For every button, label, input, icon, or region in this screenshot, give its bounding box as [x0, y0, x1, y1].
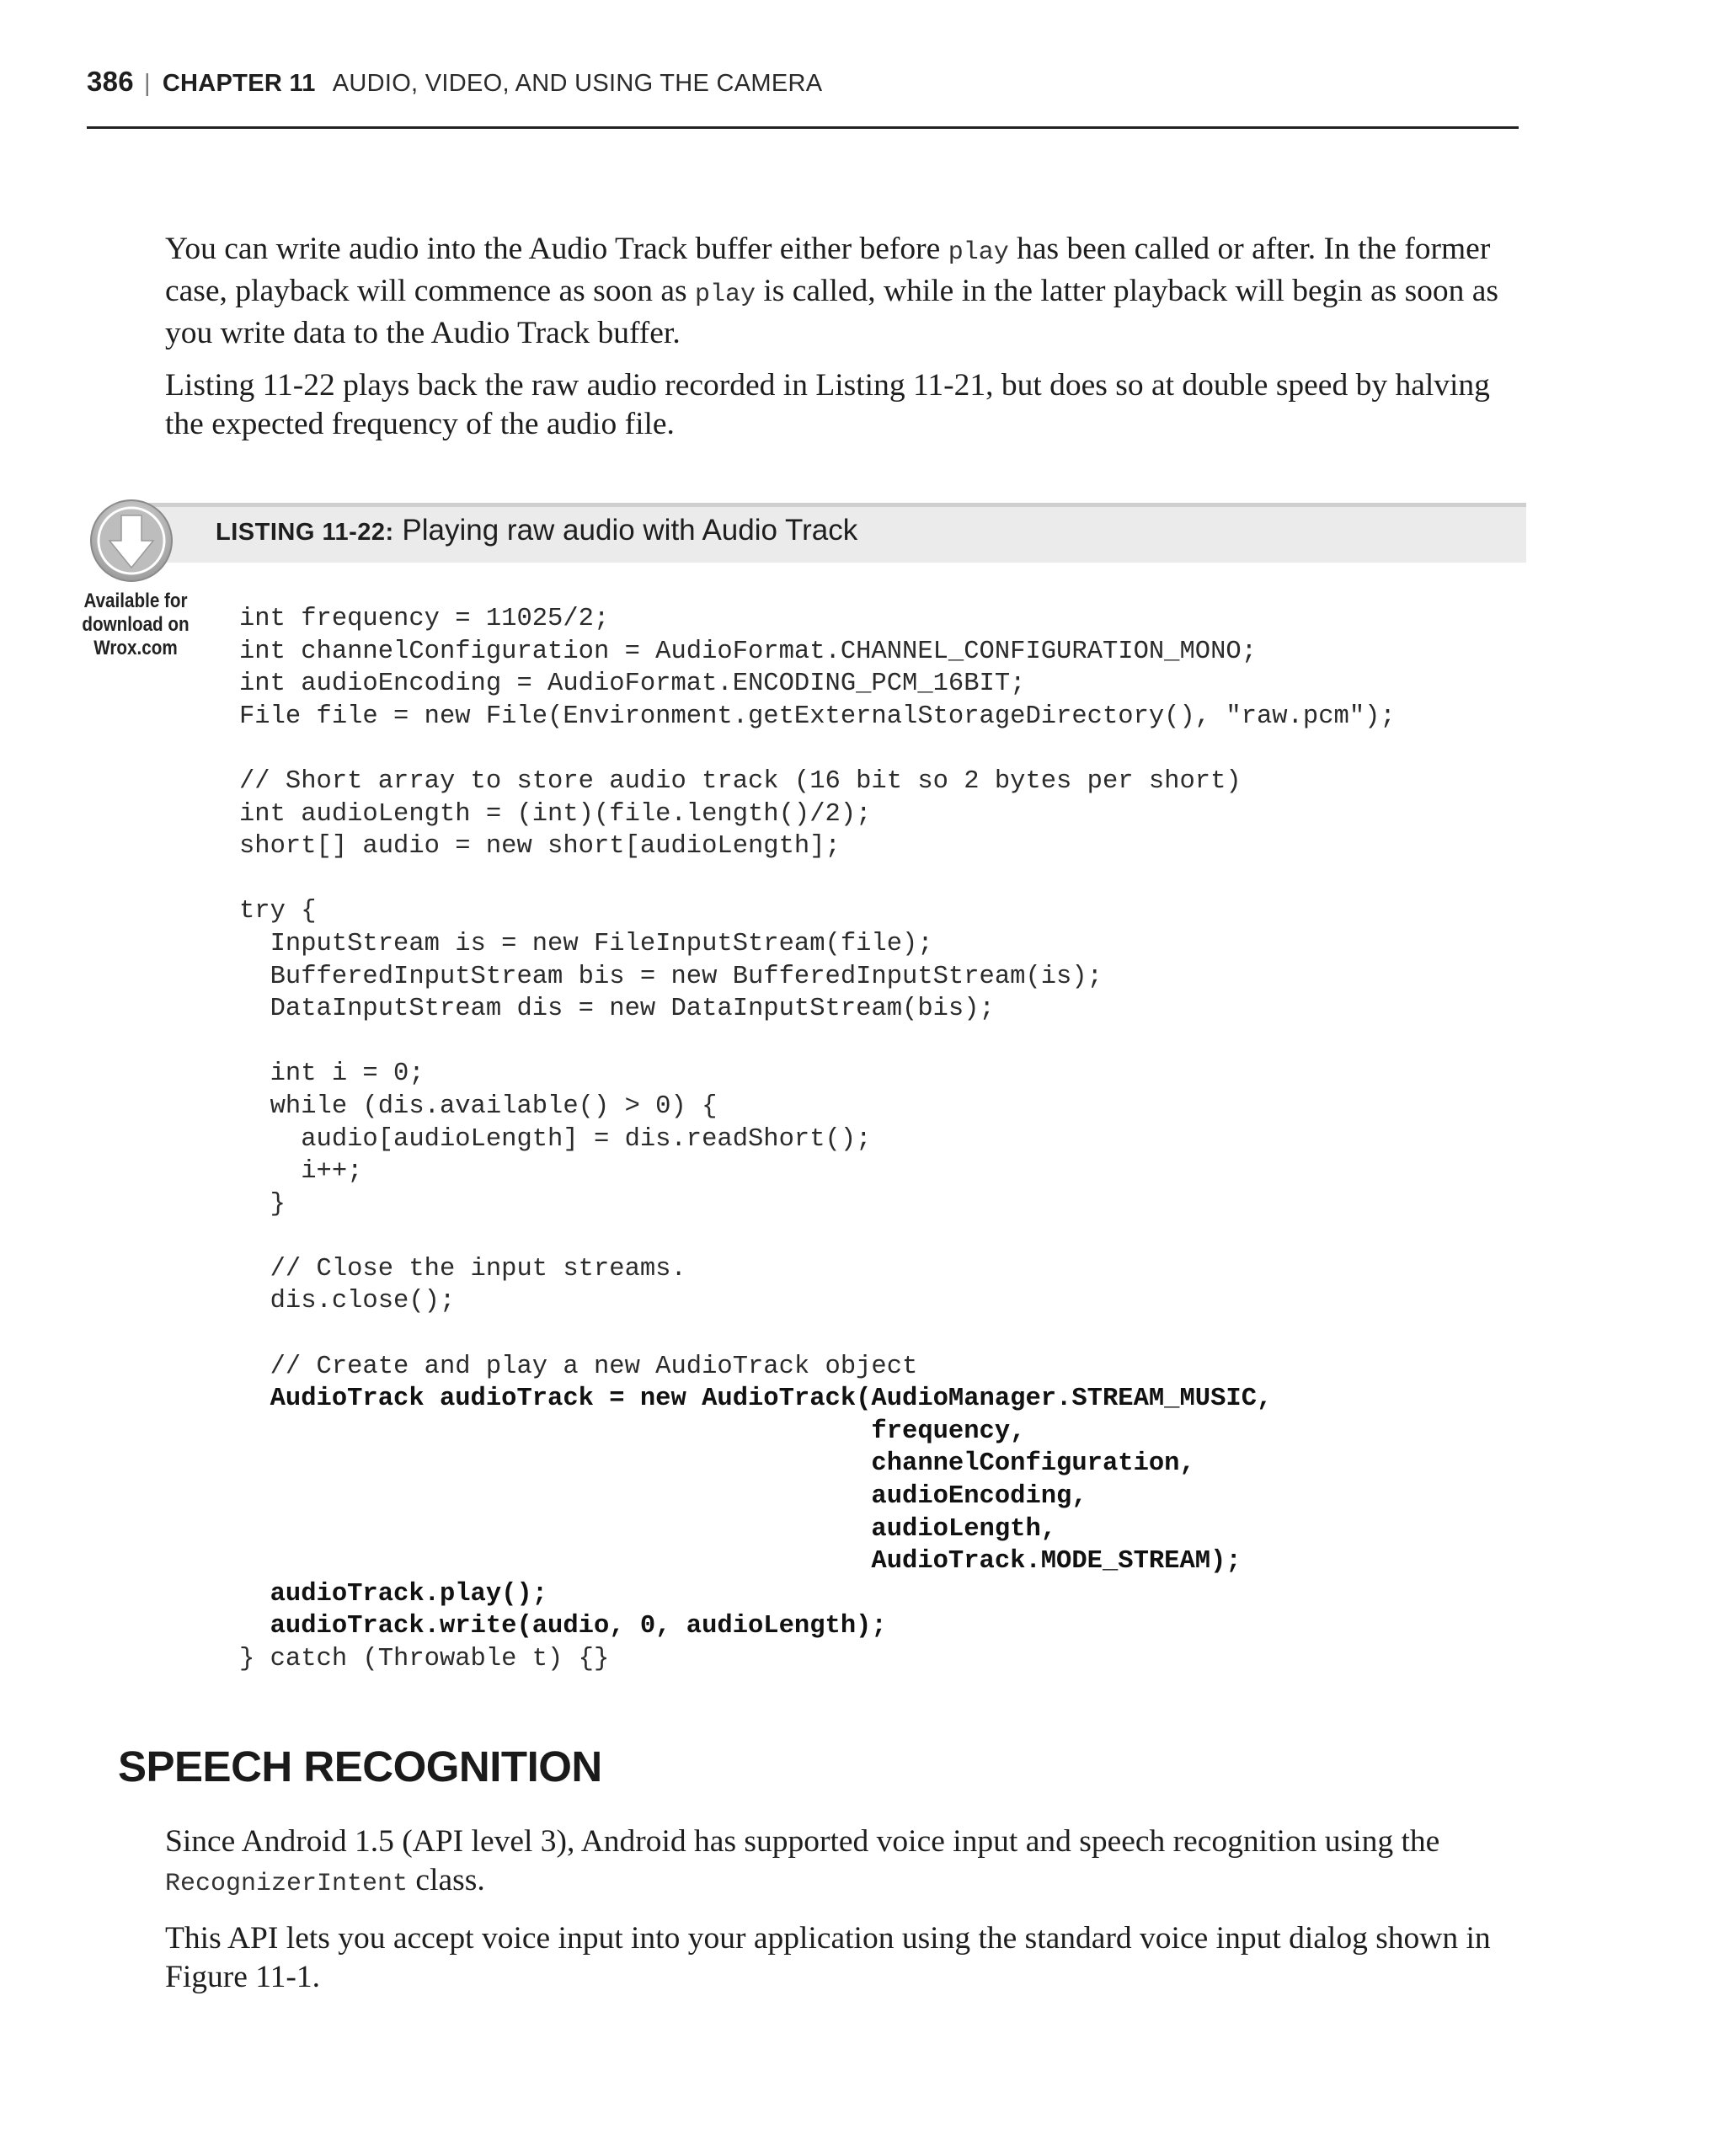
code-line: [239, 1026, 1396, 1059]
code-line: channelConfiguration,: [239, 1449, 1195, 1479]
section-heading: SPEECH RECOGNITION: [118, 1742, 602, 1790]
header-separator: |: [143, 70, 151, 97]
code-line: int frequency = 11025/2;: [239, 605, 610, 633]
code-line: int audioEncoding = AudioFormat.ENCODING_PCM_16BIT;: [239, 670, 1026, 699]
inline-code: play: [948, 238, 1009, 267]
intro-paragraph-2: Listing 11-22 plays back the raw audio recorded in Listing 11-21, but does so at double speed by halving the expected frequency of the audio file.: [165, 368, 1490, 441]
code-line: AudioTrack audioTrack = new AudioTrack(AudioManager.STREAM_MUSIC,: [239, 1385, 1273, 1414]
code-line: audioTrack.write(audio, 0, audioLength);: [239, 1612, 887, 1641]
text-run: is called, while in the latter playback will begin as soon as you write data to the Audio Track buffer.: [165, 274, 1499, 350]
code-line: [239, 863, 1396, 896]
code-line: audioLength,: [239, 1514, 1057, 1544]
code-line: BufferedInputStream bis = new BufferedInputStream(is);: [239, 962, 1103, 991]
code-line: [239, 733, 1396, 766]
code-line: int channelConfiguration = AudioFormat.CHANNEL_CONFIGURATION_MONO;: [239, 637, 1257, 666]
code-line: while (dis.available() > 0) {: [239, 1091, 718, 1121]
chapter-label: CHAPTER 11: [162, 70, 316, 97]
code-line: audioTrack.play();: [239, 1579, 548, 1609]
text-run: has been called or after. In the former case, playback will commence as soon as: [165, 232, 1491, 308]
code-line: File file = new File(Environment.getExternalStorageDirectory(), "raw.pcm");: [239, 702, 1396, 731]
section-paragraph-2: This API lets you accept voice input into your application using the standard voice input dialog shown in Figure 11-1.: [165, 1921, 1491, 1994]
text-run: You can write audio into the Audio Track buffer either before: [165, 232, 948, 266]
code-line: }: [239, 1189, 286, 1219]
section-paragraph-1: [165, 1822, 1530, 1903]
inline-code: play: [694, 280, 756, 309]
code-line: i++;: [239, 1157, 363, 1187]
page-number: 386: [87, 66, 134, 97]
text-run: class.: [408, 1863, 485, 1897]
listing-caption: Playing raw audio with Audio Track: [402, 514, 858, 547]
code-line: short[] audio = new short[audioLength];: [239, 832, 841, 862]
code-line: int i = 0;: [239, 1059, 425, 1089]
code-line: audioEncoding,: [239, 1482, 1087, 1512]
code-listing: [239, 603, 1396, 1676]
text-run: Since Android 1.5 (API level 3), Android has supported voice input and speech recognition using the: [165, 1824, 1440, 1859]
inline-code: RecognizerIntent: [165, 1870, 409, 1898]
code-line: } catch (Throwable t) {}: [239, 1645, 610, 1673]
header-rule: [87, 126, 1519, 129]
code-line: AudioTrack.MODE_STREAM);: [239, 1547, 1242, 1577]
code-line: // Short array to store audio track (16 bit so 2 bytes per short): [239, 766, 1242, 796]
code-line: [239, 1220, 1396, 1253]
download-arrow-icon: [88, 497, 175, 584]
running-header: [87, 66, 822, 98]
listing-label: LISTING 11-22:: [216, 519, 394, 546]
code-line: frequency,: [239, 1417, 1026, 1446]
code-line: InputStream is = new FileInputStream(file);: [239, 929, 933, 958]
code-line: // Create and play a new AudioTrack object: [239, 1352, 918, 1381]
code-line: // Close the input streams.: [239, 1254, 686, 1283]
listing-title: [216, 514, 857, 547]
code-line: [239, 1318, 1396, 1351]
chapter-title: AUDIO, VIDEO, AND USING THE CAMERA: [332, 70, 823, 97]
code-line: dis.close();: [239, 1287, 456, 1316]
code-line: DataInputStream dis = new DataInputStream(bis);: [239, 995, 995, 1024]
intro-paragraph-1: [165, 230, 1530, 353]
code-line: audio[audioLength] = dis.readShort();: [239, 1124, 872, 1154]
code-line: int audioLength = (int)(file.length()/2);: [239, 799, 872, 829]
download-note: Available for download on Wrox.com: [82, 590, 190, 659]
code-line: try {: [239, 897, 317, 926]
